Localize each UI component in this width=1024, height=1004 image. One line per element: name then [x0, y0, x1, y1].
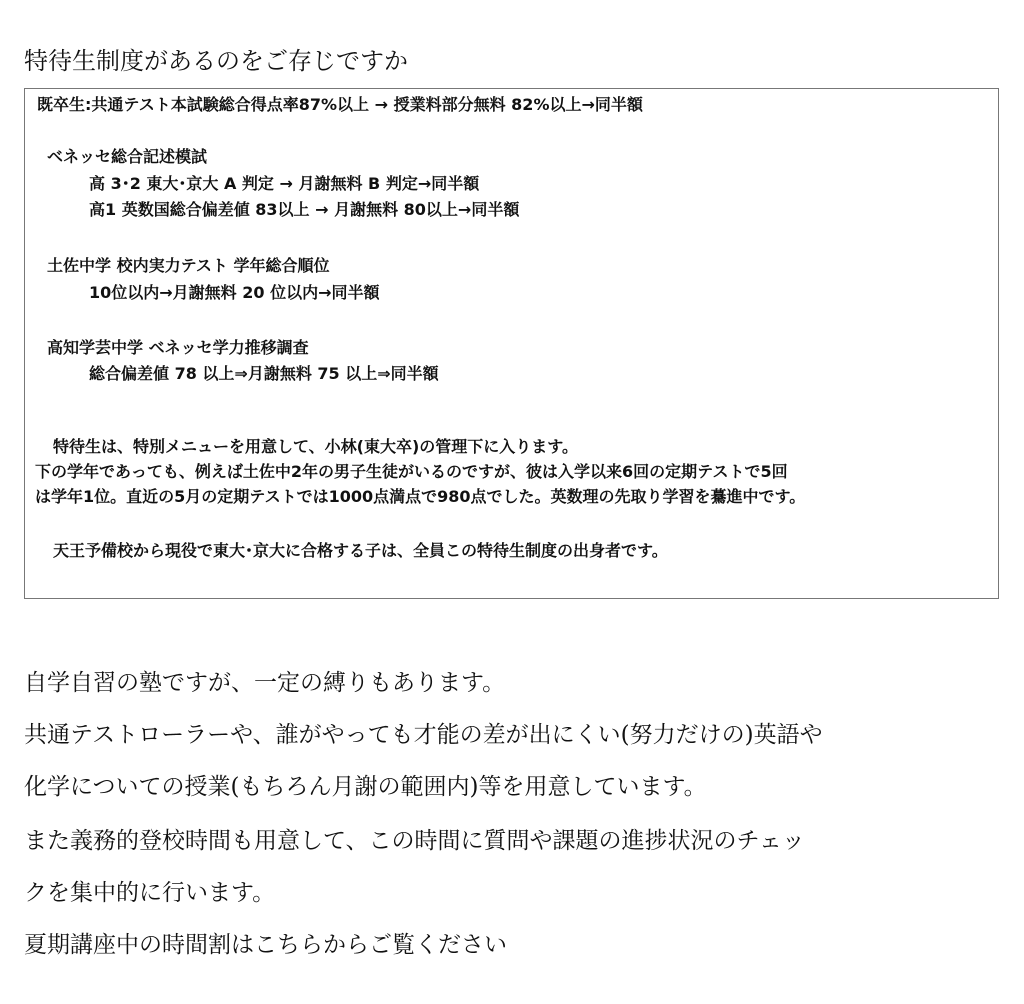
paragraph-schedule-link[interactable]: 夏期講座中の時間割はこちらからご覧ください [24, 932, 507, 958]
special-menu-note: 特待生は、特別メニューを用意して、小林(東大卒)の管理下に入ります。 [53, 437, 579, 456]
paragraph-attendance-2: クを集中的に行います。 [24, 880, 276, 906]
kochi-condition: 総合偏差値 78 以上⇒月謝無料 75 以上⇒同半額 [89, 364, 439, 383]
scholarship-conditions-box [24, 88, 999, 599]
graduate-condition: 既卒生:共通テスト本試験総合得点率87%以上 → 授業料部分無料 82%以上→同半額 [37, 95, 643, 114]
example-student-line-1: 下の学年であっても、例えば土佐中2年の男子生徒がいるのですが、彼は入学以来6回の定期テストで5回 [35, 462, 788, 481]
paragraph-classes-1: 共通テストローラーや、誰がやっても才能の差が出にくい(努力だけの)英語や [24, 722, 823, 748]
benesse-exam-title: ベネッセ総合記述模試 [47, 147, 208, 166]
paragraph-classes-2: 化学についての授業(もちろん月謝の範囲内)等を用意しています。 [24, 774, 707, 800]
closing-note: 天王予備校から現役で東大･京大に合格する子は、全員この特待生制度の出身者です。 [53, 541, 668, 560]
tosa-condition: 10位以内→月謝無料 20 位以内→同半額 [89, 283, 380, 302]
tosa-exam-title: 土佐中学 校内実力テスト 学年総合順位 [47, 256, 330, 275]
benesse-condition-high3-2: 高 3･2 東大･京大 A 判定 → 月謝無料 B 判定→同半額 [89, 174, 480, 193]
kochi-exam-title: 高知学芸中学 ベネッセ学力推移調査 [47, 338, 309, 357]
paragraph-self-study: 自学自習の塾ですが、一定の縛りもあります。 [24, 670, 506, 696]
example-student-line-2: は学年1位。直近の5月の定期テストでは1000点満点で980点でした。英数理の先取り学習を驀進中です。 [35, 487, 806, 506]
page-heading: 特待生制度があるのをご存じですか [24, 47, 408, 75]
paragraph-attendance-1: また義務的登校時間も用意して、この時間に質問や課題の進捗状況のチェッ [24, 828, 805, 854]
benesse-condition-high1: 高1 英数国総合偏差値 83以上 → 月謝無料 80以上→同半額 [89, 200, 520, 219]
